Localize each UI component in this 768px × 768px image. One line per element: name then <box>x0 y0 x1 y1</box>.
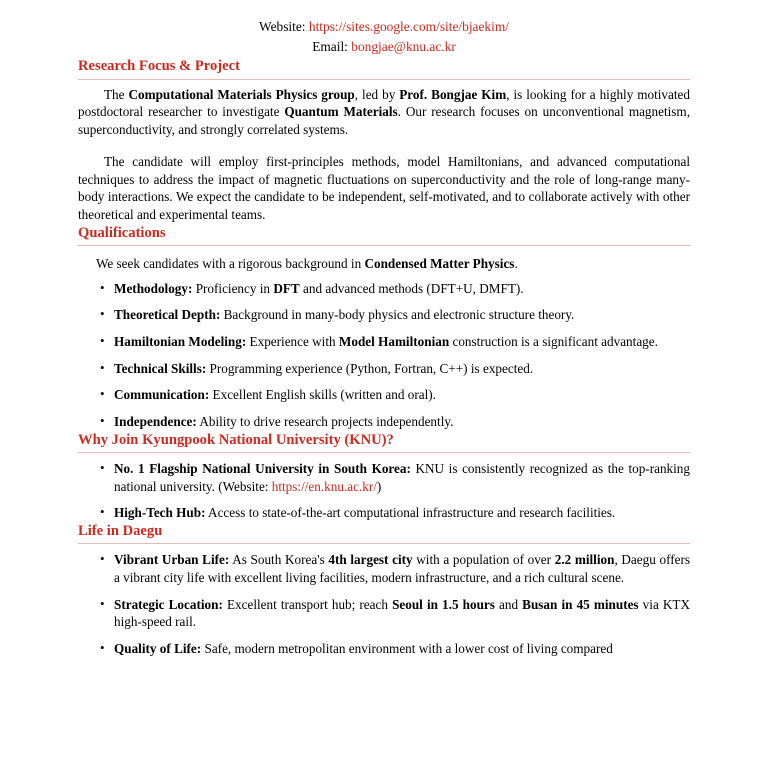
why-item1-text-a: KNU is consistently recognized as the top-ranking national university. (Website: <box>114 460 690 494</box>
list-item <box>78 504 690 522</box>
ql-c: . <box>514 256 518 272</box>
life-item1-c: with a population of over <box>412 552 555 568</box>
section-heading-why-join-knu: Why Join Kyungpook National University (KNU)? <box>78 431 690 453</box>
qual-item-text-a: Excellent English skills (written and oral). <box>209 387 436 403</box>
website-label: Website: <box>259 19 306 34</box>
qual-item-text-a: Ability to drive research projects independently. <box>196 413 454 429</box>
why-join-list <box>78 460 690 522</box>
qualifications-lead <box>96 255 690 272</box>
life-item1-a: As South Korea's <box>229 552 329 568</box>
life-item1-bold-city: 4th largest city <box>328 552 413 568</box>
qual-item-bold: Model Hamiltonian <box>338 333 450 349</box>
ql-a: We seek candidates with a rigorous background in <box>96 256 365 272</box>
website-link[interactable]: https://sites.google.com/site/bjaekim/ <box>308 19 509 34</box>
qual-item-label: Theoretical Depth: <box>114 307 221 323</box>
list-item <box>78 551 690 586</box>
qual-item-text-a: Background in many-body physics and electronic structure theory. <box>220 307 575 323</box>
list-item <box>78 280 690 298</box>
life-item1-d: , Daegu offers a vibrant city life with excellent living facilities, modern infrastructure, and a rich cultural scene. <box>114 552 690 585</box>
life-in-daegu-list <box>78 551 690 657</box>
qual-item-text-a: Proficiency in <box>192 280 274 296</box>
section-heading-life-in-daegu: Life in Daegu <box>78 522 690 544</box>
life-item2-c: and <box>494 596 523 612</box>
qual-item-label: Hamiltonian Modeling: <box>114 333 247 349</box>
section-heading-qualifications: Qualifications <box>78 224 690 246</box>
life-item3-label: Quality of Life: <box>114 640 202 656</box>
rp1-professor-name: Prof. Bongjae Kim <box>399 86 507 102</box>
qual-item-text-a: Programming experience (Python, Fortran, C++) is expected. <box>206 360 534 376</box>
rp1-e: , is looking for a highly motivated postdoctoral researcher to investigate <box>78 86 690 120</box>
qual-item-bold: DFT <box>273 280 300 296</box>
why-item1-text-b: ) <box>376 478 382 494</box>
life-item3-a: Safe, modern metropolitan environment with a lower cost of living compared <box>201 640 613 656</box>
ql-condensed-matter: Condensed Matter Physics <box>364 256 515 272</box>
email-label: Email: <box>312 38 348 54</box>
list-item <box>78 413 690 431</box>
list-item <box>78 460 690 495</box>
life-item2-bold-seoul: Seoul in 1.5 hours <box>392 596 495 612</box>
contact-block <box>78 18 690 55</box>
list-item <box>78 333 690 351</box>
why-item2-label: High-Tech Hub: <box>114 505 206 521</box>
life-item2-label: Strategic Location: <box>114 596 223 612</box>
list-item <box>78 596 690 631</box>
knu-website-link[interactable]: https://en.knu.ac.kr/ <box>271 478 377 494</box>
section-heading-research-focus: Research Focus & Project <box>78 57 690 79</box>
life-item2-d: via KTX high-speed rail. <box>114 596 691 630</box>
qual-item-label: Communication: <box>114 387 210 403</box>
life-item1-label: Vibrant Urban Life: <box>114 552 230 568</box>
research-paragraph-1 <box>78 86 690 139</box>
rp1-a: The <box>104 86 129 102</box>
why-item1-label: No. 1 Flagship National University in South Korea: <box>114 460 411 476</box>
qual-item-label: Independence: <box>114 413 197 429</box>
qual-item-text-b: construction is a significant advantage. <box>449 333 658 349</box>
email-link[interactable]: bongjae@knu.ac.kr <box>351 38 456 54</box>
life-item2-bold-busan: Busan in 45 minutes <box>522 596 639 612</box>
qual-item-label: Methodology: <box>114 280 193 296</box>
life-item1-bold-population: 2.2 million <box>554 552 615 568</box>
list-item <box>78 360 690 378</box>
rp1-group-name: Computational Materials Physics group <box>128 86 355 102</box>
why-item2-text: Access to state-of-the-art computational infrastructure and research facilities. <box>205 505 616 521</box>
rp1-quantum-materials: Quantum Materials <box>284 104 398 120</box>
list-item <box>78 640 690 658</box>
qual-item-label: Technical Skills: <box>114 360 207 376</box>
list-item <box>78 386 690 404</box>
rp1-c: , led by <box>354 86 400 102</box>
life-item2-a: Excellent transport hub; reach <box>222 596 393 612</box>
list-item <box>78 306 690 324</box>
rp1-g: . Our research focuses on unconventional magnetism, superconductivity, and strongly correlated systems. <box>78 104 690 138</box>
email-line <box>78 38 690 56</box>
qualifications-list <box>78 280 690 431</box>
website-line <box>78 18 690 36</box>
research-paragraph-2: The candidate will employ first-principles methods, model Hamiltonians, and advanced computational techniques to address the impact of magnetic fluctuations on superconductivity and the role of long-range many-body interactions. We expect the candidate to be independent, self-motivated, and to collaborate actively with other theoretical and experimental teams. <box>78 153 690 223</box>
qual-item-text-a: Experience with <box>246 333 339 349</box>
qual-item-text-b: and advanced methods (DFT+U, DMFT). <box>299 280 524 296</box>
